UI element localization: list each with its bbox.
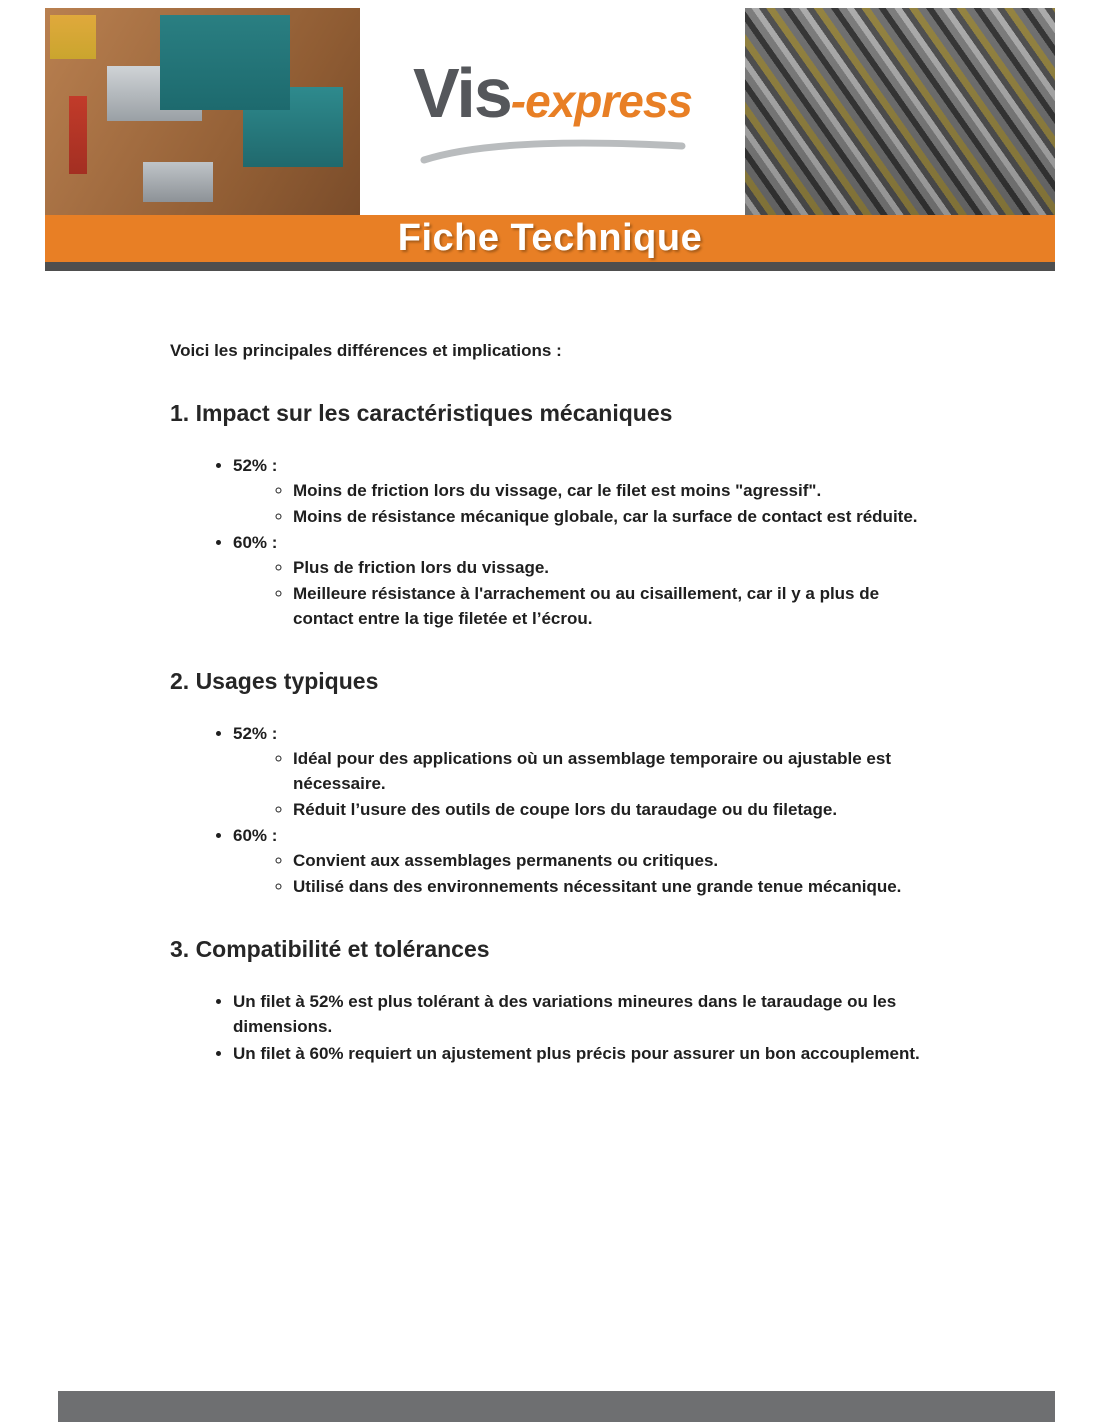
sub-bullet-list	[233, 555, 935, 631]
sub-bullet-list	[233, 848, 935, 899]
bullet-item	[233, 453, 935, 529]
sub-bullet-item: ◦ Idéal pour des applications où un assemblage temporaire ou ajustable est nécessaire.	[293, 746, 935, 796]
footer-bar	[58, 1391, 1055, 1422]
document-title: Fiche Technique	[397, 217, 703, 259]
logo-area	[360, 8, 745, 215]
bullet-list	[170, 721, 935, 899]
sub-bullet-item: ◦ Convient aux assemblages permanents ou critiques.	[293, 848, 935, 873]
bullet-label: 52% :	[233, 456, 278, 475]
sub-bullet-item: ◦ Plus de friction lors du vissage.	[293, 555, 935, 580]
sub-bullet-list	[233, 746, 935, 822]
bullet-label: 52% :	[233, 724, 278, 743]
bullet-item	[233, 721, 935, 822]
sub-bullet-item: ◦ Moins de friction lors du vissage, car le filet est moins "agressif".	[293, 478, 935, 503]
logo-text-vis: Vis	[412, 53, 511, 132]
section-title-3: 3. Compatibilité et tolérances	[170, 936, 490, 962]
intro-text: Voici les principales différences et implications :	[170, 341, 562, 360]
sub-bullet-list	[233, 478, 935, 529]
sub-bullet-item: ◦ Utilisé dans des environnements nécessitant une grande tenue mécanique.	[293, 874, 935, 899]
bullet-item	[233, 823, 935, 899]
logo-text-express: -express	[510, 74, 693, 127]
sub-bullet-item: ◦ Meilleure résistance à l'arrachement ou au cisaillement, car il y a plus de contact entre la tige filetée et l’écrou.	[293, 581, 935, 631]
bullet-list	[170, 453, 935, 631]
logo-swoosh-icon	[418, 132, 688, 166]
sub-bullet-item: ◦ Réduit l’usure des outils de coupe lors du taraudage ou du filetage.	[293, 797, 935, 822]
bullet-list	[170, 989, 935, 1066]
workbench-photo	[45, 8, 360, 215]
screws-photo	[745, 8, 1055, 215]
sub-bullet-item: ◦ Moins de résistance mécanique globale, car la surface de contact est réduite.	[293, 504, 935, 529]
header-banner	[45, 8, 1055, 215]
bullet-label: 60% :	[233, 826, 278, 845]
title-bar	[45, 215, 1055, 262]
title-bar-shadow	[45, 262, 1055, 271]
bullet-item: • Un filet à 60% requiert un ajustement plus précis pour assurer un bon accouplement.	[233, 1041, 935, 1066]
bullet-label: 60% :	[233, 533, 278, 552]
bullet-item: • Un filet à 52% est plus tolérant à des variations mineures dans le taraudage ou les dimensions.	[233, 989, 935, 1039]
logo	[412, 53, 693, 132]
bullet-item	[233, 530, 935, 631]
document-body	[170, 271, 935, 1068]
section-title-2: 2. Usages typiques	[170, 668, 379, 694]
section-title-1: 1. Impact sur les caractéristiques mécaniques	[170, 400, 673, 426]
